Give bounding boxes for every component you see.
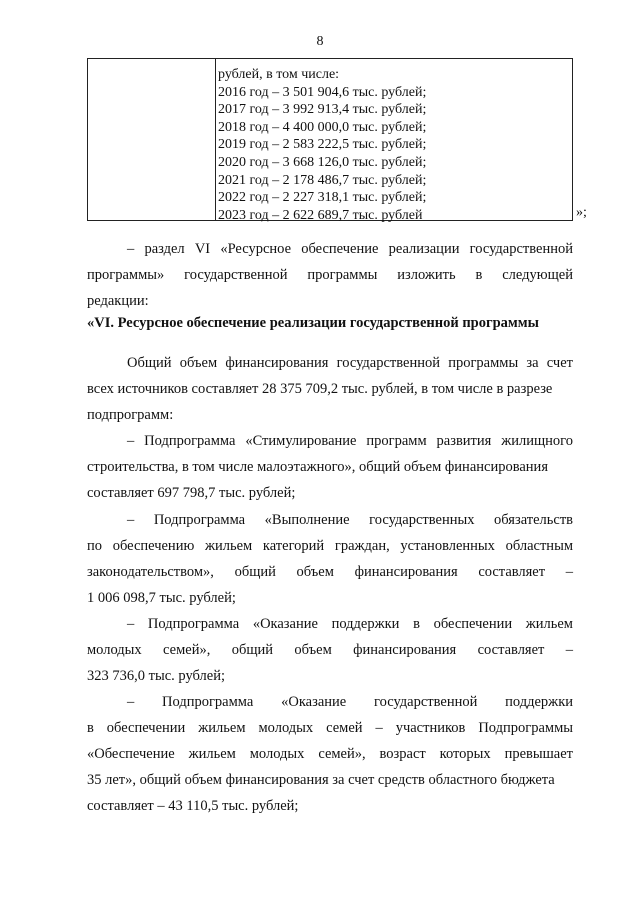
table-line: 2016 год – 3 501 904,6 тыс. рублей; bbox=[218, 84, 427, 100]
intro-line: программы» государственной программы изложить в следующей bbox=[87, 267, 573, 283]
table-right-cell bbox=[218, 66, 568, 224]
paragraph-line: составляет – 43 110,5 тыс. рублей; bbox=[87, 798, 299, 814]
paragraph-line: 35 лет», общий объем финансирования за счет средств областного бюджета bbox=[87, 772, 555, 788]
paragraph-sub1 bbox=[87, 428, 573, 506]
paragraph-sub2 bbox=[87, 507, 573, 611]
paragraph-line: составляет 697 798,7 тыс. рублей; bbox=[87, 485, 296, 501]
table-line: 2022 год – 2 227 318,1 тыс. рублей; bbox=[218, 190, 427, 206]
table-line: 2023 год – 2 622 689,7 тыс. рублей bbox=[218, 207, 423, 223]
paragraph-line: 323 736,0 тыс. рублей; bbox=[87, 668, 225, 684]
table-line: 2017 год – 3 992 913,4 тыс. рублей; bbox=[218, 102, 427, 118]
table-left-cell bbox=[88, 59, 216, 220]
paragraph-line: законодательством», общий объем финансирования составляет – bbox=[87, 564, 573, 580]
paragraph-line: 1 006 098,7 тыс. рублей; bbox=[87, 590, 236, 606]
paragraph-line: – Подпрограмма «Выполнение государственных обязательств bbox=[127, 512, 573, 528]
table-line: 2020 год – 3 668 126,0 тыс. рублей; bbox=[218, 154, 427, 170]
section-intro bbox=[87, 236, 573, 314]
table-line: 2021 год – 2 178 486,7 тыс. рублей; bbox=[218, 172, 427, 188]
paragraph-line: – Подпрограмма «Оказание поддержки в обеспечении жильем bbox=[127, 616, 573, 632]
paragraph-line: в обеспечении жильем молодых семей – участников Подпрограммы bbox=[87, 720, 573, 736]
intro-line: редакции: bbox=[87, 293, 149, 309]
intro-line: – раздел VI «Ресурсное обеспечение реализации государственной bbox=[127, 241, 573, 257]
closing-quote: »; bbox=[576, 205, 587, 220]
table-line: рублей, в том числе: bbox=[218, 67, 340, 82]
paragraph-line: – Подпрограмма «Оказание государственной поддержки bbox=[127, 694, 573, 710]
paragraph-line: «Обеспечение жильем молодых семей», возраст которых превышает bbox=[87, 746, 573, 762]
paragraph-sub4 bbox=[87, 689, 573, 819]
paragraph-line: по обеспечению жильем категорий граждан, установленных областным bbox=[87, 538, 573, 554]
paragraph-line: Общий объем финансирования государственной программы за счет bbox=[127, 355, 573, 371]
table-line: 2018 год – 4 400 000,0 тыс. рублей; bbox=[218, 119, 427, 135]
paragraph-total bbox=[87, 350, 573, 428]
paragraph-line: – Подпрограмма «Стимулирование программ развития жилищного bbox=[127, 433, 573, 449]
paragraph-line: молодых семей», общий объем финансирования составляет – bbox=[87, 642, 573, 658]
page-number: 8 bbox=[316, 34, 324, 49]
section-heading: «VI. Ресурсное обеспечение реализации государственной программы bbox=[87, 315, 539, 331]
paragraph-line: подпрограмм: bbox=[87, 407, 174, 423]
paragraph-sub3 bbox=[87, 611, 573, 689]
table-line: 2019 год – 2 583 222,5 тыс. рублей; bbox=[218, 137, 427, 153]
budget-table bbox=[87, 58, 573, 221]
paragraph-line: всех источников составляет 28 375 709,2 тыс. рублей, в том числе в разрезе bbox=[87, 381, 553, 397]
paragraph-line: строительства, в том числе малоэтажного», общий объем финансирования bbox=[87, 459, 548, 475]
